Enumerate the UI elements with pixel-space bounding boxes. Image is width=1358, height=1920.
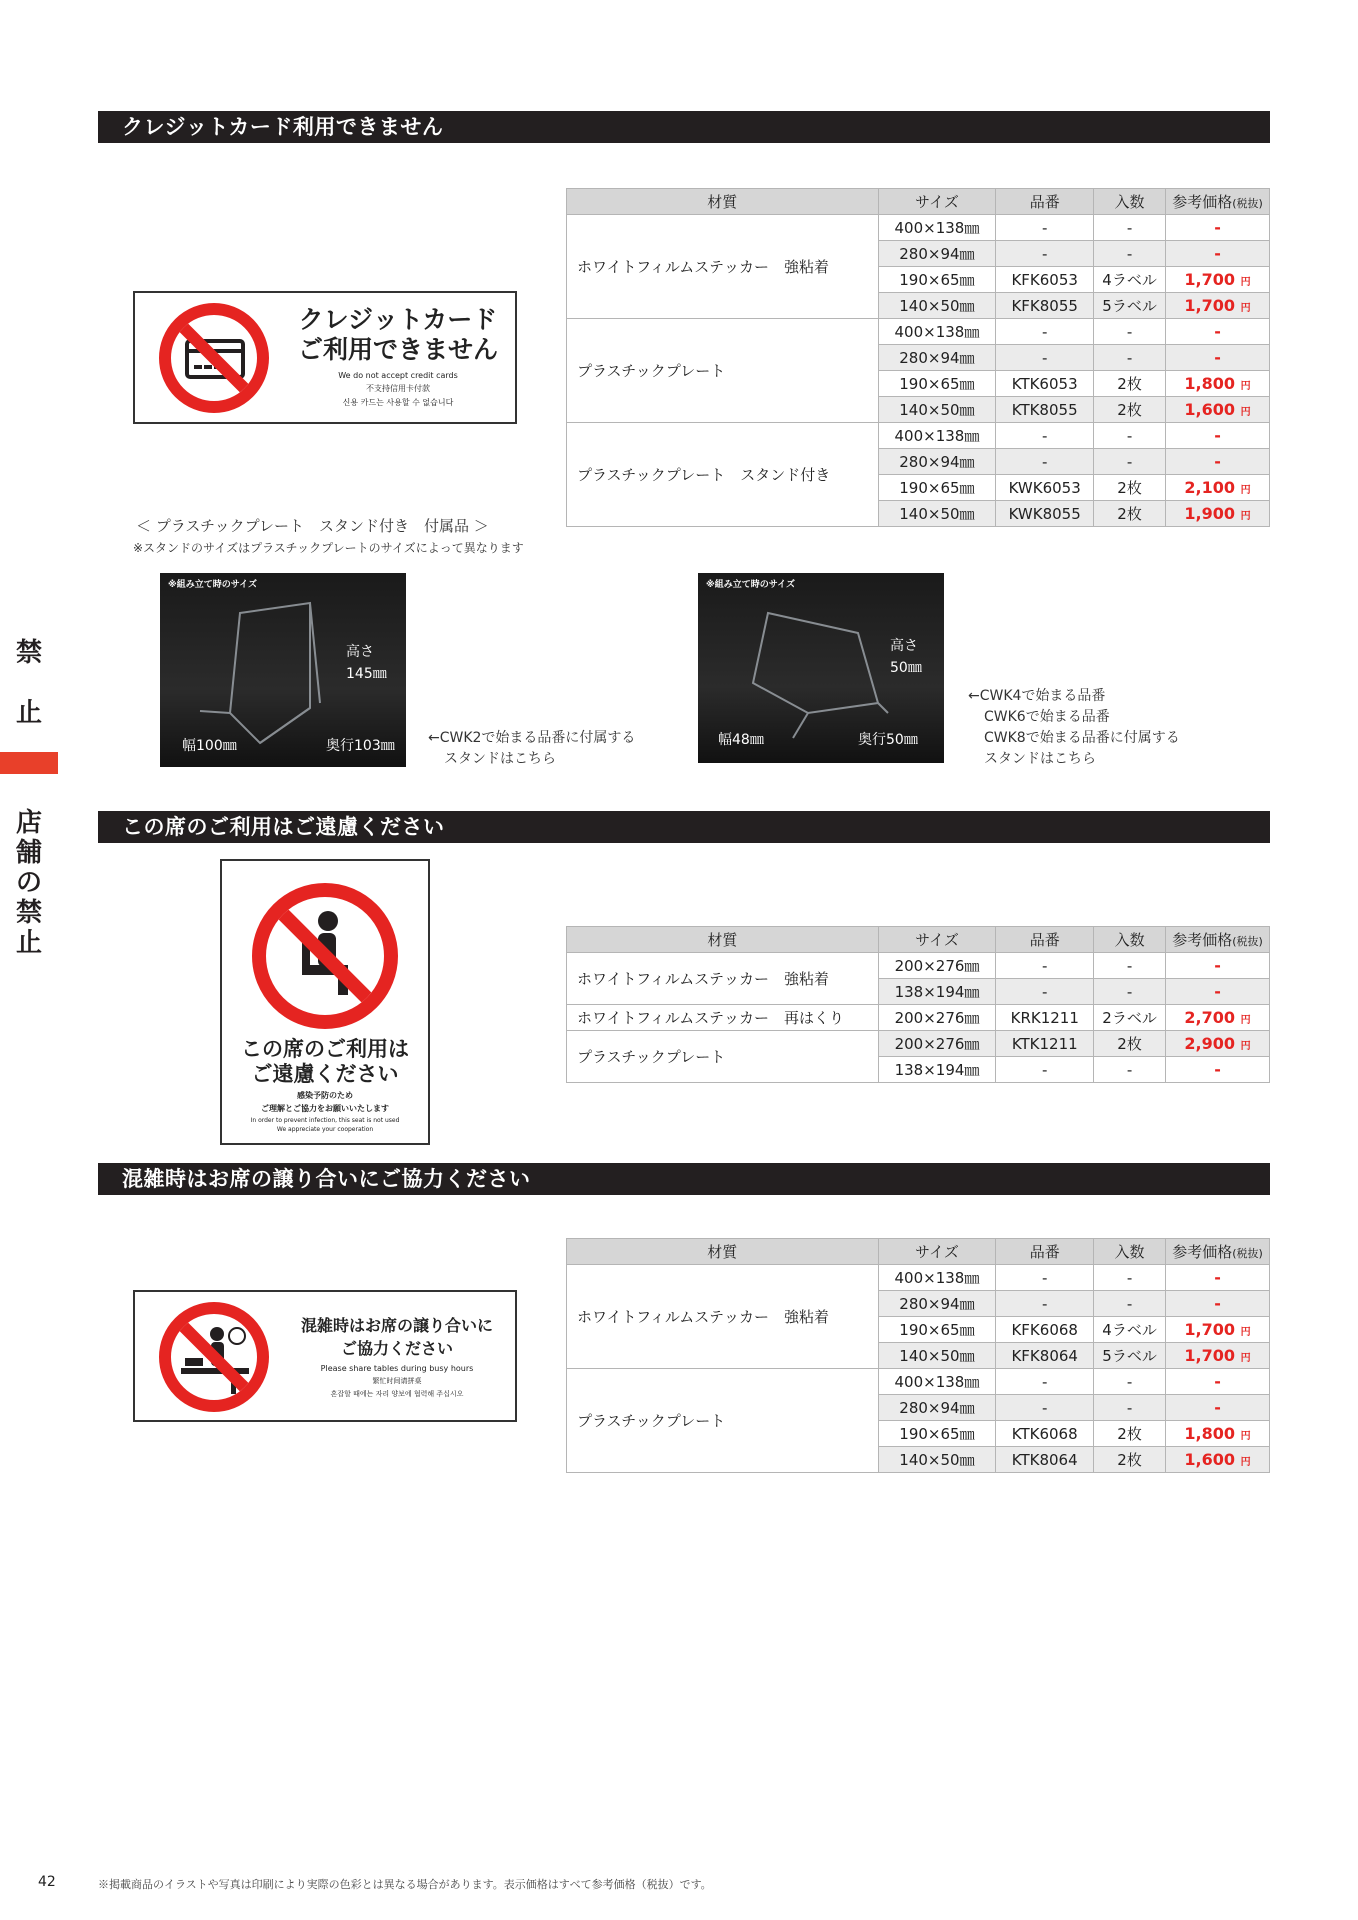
table-row: 280×94㎜ - - -: [567, 1395, 1270, 1421]
table-row: 280×94㎜ - - -: [567, 241, 1270, 267]
header-price: 参考価格(税抜): [1166, 189, 1270, 215]
photo-tag: ※組み立て時のサイズ: [706, 580, 796, 590]
header-qty: 入数: [1094, 189, 1166, 215]
side-red-marker: [0, 752, 58, 774]
table-row: 190×65㎜ KTK6053 2枚 1,800 円: [567, 371, 1270, 397]
table-row: ホワイトフィルムステッカー 再はくり 200×276㎜ KRK1211 2ラベル 2,700 円: [567, 1005, 1270, 1031]
sign-zh: 不支持信用卡付款: [366, 384, 430, 393]
table-row: 140×50㎜ KTK8055 2枚 1,600 円: [567, 397, 1270, 423]
footer-note: ※掲載商品のイラストや写真は印刷により実際の色彩とは異なる場合があります。表示価格はすべて参考価格（税抜）です。: [98, 1878, 712, 1891]
table-row: ホワイトフィルムステッカー 強粘着 200×276㎜ - - -: [567, 953, 1270, 979]
stand-heading: ＜ プラスチックプレート スタンド付き 付属品 ＞: [136, 517, 489, 535]
table-row: プラスチックプレート スタンド付き 400×138㎜ - - -: [567, 423, 1270, 449]
header-material: 材質: [567, 189, 879, 215]
stand-height-value: 50㎜: [890, 660, 922, 676]
header-price: 参考価格(税抜): [1166, 1239, 1270, 1265]
spec-table: [566, 188, 1270, 527]
sign-sub-2: ご理解とご協力をお願いいたします: [261, 1104, 389, 1113]
credit-card-sign: [133, 291, 517, 424]
table-row: 140×50㎜ KFK8064 5ラベル 1,700 円: [567, 1343, 1270, 1369]
stand-photo-large: [160, 573, 406, 767]
sign-ko: 혼잡할 때에는 자리 양보에 협력해 주십시오: [330, 1390, 464, 1398]
stand-width-label: 幅48㎜: [718, 732, 764, 748]
table-row: ホワイトフィルムステッカー 強粘着 400×138㎜ - - -: [567, 215, 1270, 241]
prohibition-icon: [159, 303, 269, 413]
sign-line-1: クレジットカード: [298, 305, 498, 334]
section-title: クレジットカード利用できません: [98, 111, 1270, 143]
table-row: 280×94㎜ - - -: [567, 449, 1270, 475]
table-row: ホワイトフィルムステッカー 強粘着 400×138㎜ - - -: [567, 1265, 1270, 1291]
sign-ko: 신용 카드는 사용할 수 없습니다: [342, 398, 454, 407]
table-row: プラスチックプレート 200×276㎜ KTK1211 2枚 2,900 円: [567, 1031, 1270, 1057]
prohibition-icon: [252, 883, 398, 1029]
section-title: この席のご利用はご遠慮ください: [98, 811, 1270, 843]
table-row: 140×50㎜ KFK8055 5ラベル 1,700 円: [567, 293, 1270, 319]
reserved-seat-sign: [220, 859, 430, 1145]
prohibition-icon: [159, 1302, 269, 1412]
header-qty: 入数: [1094, 927, 1166, 953]
header-material: 材質: [567, 927, 879, 953]
stand-height-label: 高さ: [890, 638, 918, 654]
header-code: 品番: [996, 189, 1094, 215]
sign-en-2: We appreciate your cooperation: [276, 1126, 374, 1133]
sign-en-1: In order to prevent infection, this seat is not used: [250, 1117, 400, 1124]
side-label-bottom: 店舗の禁止: [16, 808, 43, 958]
stand-height-label: 高さ: [346, 644, 374, 660]
stand-width-label: 幅100㎜: [182, 738, 237, 754]
spec-table: [566, 926, 1270, 1083]
sign-en: Please share tables during busy hours: [320, 1364, 474, 1373]
table-row: 138×194㎜ - - -: [567, 979, 1270, 1005]
stand-depth-label: 奥行103㎜: [326, 738, 395, 754]
spec-table: [566, 1238, 1270, 1473]
share-table-sign: [133, 1290, 517, 1422]
sign-line-2: ご協力ください: [340, 1339, 453, 1358]
table-row: プラスチックプレート 400×138㎜ - - -: [567, 319, 1270, 345]
header-size: サイズ: [878, 927, 996, 953]
table-row: 190×65㎜ KFK6068 4ラベル 1,700 円: [567, 1317, 1270, 1343]
stand-small-caption: ←CWK4で始まる品番 CWK6で始まる品番 CWK8で始まる品番に付属する スタンドはこちら: [968, 688, 1180, 767]
sign-line-2: ご利用できません: [297, 335, 498, 364]
sign-line-2: ご遠慮ください: [251, 1062, 399, 1086]
table-row: 138×194㎜ - - -: [567, 1057, 1270, 1083]
sign-line-1: 混雑時はお席の譲り合いに: [300, 1316, 493, 1335]
page-number: 42: [38, 1874, 56, 1890]
sign-sub-1: 感染予防のため: [297, 1091, 353, 1100]
header-material: 材質: [567, 1239, 879, 1265]
table-row: 190×65㎜ KWK6053 2枚 2,100 円: [567, 475, 1270, 501]
sign-zh: 繁忙时间请拼桌: [372, 1377, 422, 1385]
stand-note: ※スタンドのサイズはプラスチックプレートのサイズによって異なります: [133, 541, 524, 555]
header-price: 参考価格(税抜): [1166, 927, 1270, 953]
stand-height-value: 145㎜: [346, 666, 387, 682]
table-row: 280×94㎜ - - -: [567, 1291, 1270, 1317]
table-row: 140×50㎜ KTK8064 2枚 1,600 円: [567, 1447, 1270, 1473]
sign-line-1: この席のご利用は: [241, 1037, 409, 1061]
table-row: 140×50㎜ KWK8055 2枚 1,900 円: [567, 501, 1270, 527]
table-row: 190×65㎜ KTK6068 2枚 1,800 円: [567, 1421, 1270, 1447]
photo-tag: ※組み立て時のサイズ: [168, 580, 258, 590]
side-label-top-1: 禁: [15, 638, 42, 668]
header-qty: 入数: [1094, 1239, 1166, 1265]
section-title: 混雑時はお席の譲り合いにご協力ください: [98, 1163, 1270, 1195]
stand-depth-label: 奥行50㎜: [858, 732, 918, 748]
side-label-top-2: 止: [15, 698, 42, 728]
stand-large-caption: ←CWK2で始まる品番に付属する スタンドはこちら: [428, 730, 636, 767]
table-row: プラスチックプレート 400×138㎜ - - -: [567, 1369, 1270, 1395]
sign-en: We do not accept credit cards: [338, 371, 458, 380]
header-size: サイズ: [878, 189, 996, 215]
header-size: サイズ: [878, 1239, 996, 1265]
table-row: 280×94㎜ - - -: [567, 345, 1270, 371]
stand-photo-small: [698, 573, 944, 763]
table-row: 190×65㎜ KFK6053 4ラベル 1,700 円: [567, 267, 1270, 293]
header-code: 品番: [996, 1239, 1094, 1265]
header-code: 品番: [996, 927, 1094, 953]
